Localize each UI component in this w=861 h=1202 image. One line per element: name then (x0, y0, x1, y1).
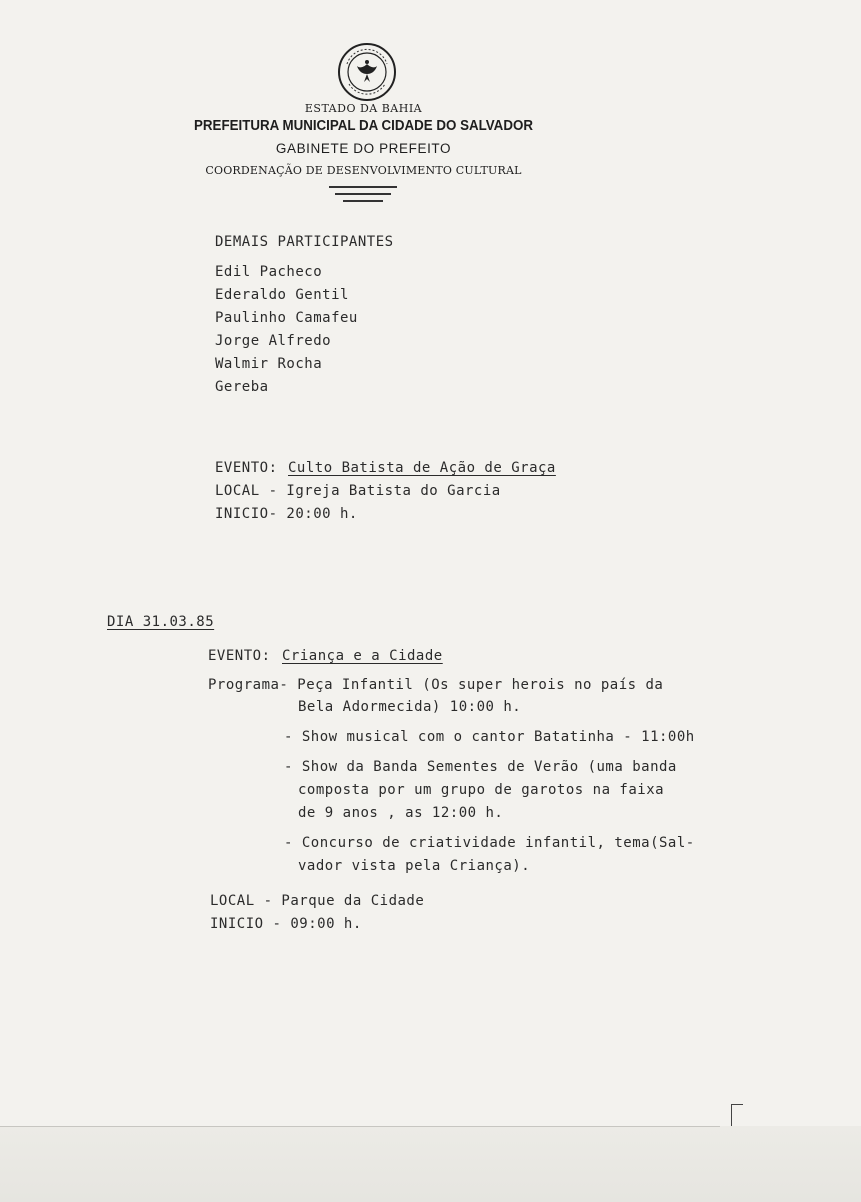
participants-heading: DEMAIS PARTICIPANTES (215, 234, 394, 250)
event1-local: LOCAL - Igreja Batista do Garcia (215, 483, 501, 499)
letterhead-prefeitura: PREFEITURA MUNICIPAL DA CIDADE DO SALVADOR (194, 118, 533, 134)
participant-name: Paulinho Camafeu (215, 310, 358, 326)
program-line: Programa- Peça Infantil (Os super herois no país da (208, 677, 664, 693)
day-event-label: EVENTO: (208, 648, 271, 664)
program-line: de 9 anos , as 12:00 h. (298, 805, 504, 821)
event1-label: EVENTO: (215, 460, 278, 476)
participant-name: Ederaldo Gentil (215, 287, 349, 303)
program-line: - Show musical com o cantor Batatinha - 11:00h (284, 729, 695, 745)
page-mark (731, 1104, 743, 1105)
program-line: composta por um grupo de garotos na faixa (298, 782, 665, 798)
day-inicio: INICIO - 09:00 h. (210, 916, 362, 932)
letterhead-coordenacao: COORDENAÇÃO DE DESENVOLVIMENTO CULTURAL (205, 164, 522, 177)
event1-inicio: INICIO- 20:00 h. (215, 506, 358, 522)
letterhead-rule (343, 200, 383, 202)
letterhead-rule (329, 186, 397, 188)
letterhead-rule (335, 193, 391, 195)
day-label: DIA 31.03.85 (107, 614, 215, 630)
program-line: Bela Adormecida) 10:00 h. (298, 699, 522, 715)
letterhead-gabinete: GABINETE DO PREFEITO (275, 141, 452, 156)
participant-name: Gereba (215, 379, 269, 395)
program-line: - Show da Banda Sementes de Verão (uma banda (284, 759, 677, 775)
page-mark (731, 1104, 732, 1128)
day-local: LOCAL - Parque da Cidade (210, 893, 425, 909)
letterhead-state: ESTADO DA BAHIA (304, 102, 423, 115)
participant-name: Jorge Alfredo (215, 333, 332, 349)
program-line: vador vista pela Criança). (298, 858, 531, 874)
participant-name: Walmir Rocha (215, 356, 323, 372)
municipal-seal-icon (337, 42, 397, 102)
day-event-title: Criança e a Cidade (282, 648, 443, 664)
page-bottom-line (0, 1126, 720, 1127)
participant-name: Edil Pacheco (215, 264, 323, 280)
program-line: - Concurso de criatividade infantil, tema(Sal- (284, 835, 695, 851)
page-bottom-edge (0, 1126, 861, 1202)
event1-title: Culto Batista de Ação de Graça (288, 460, 556, 476)
